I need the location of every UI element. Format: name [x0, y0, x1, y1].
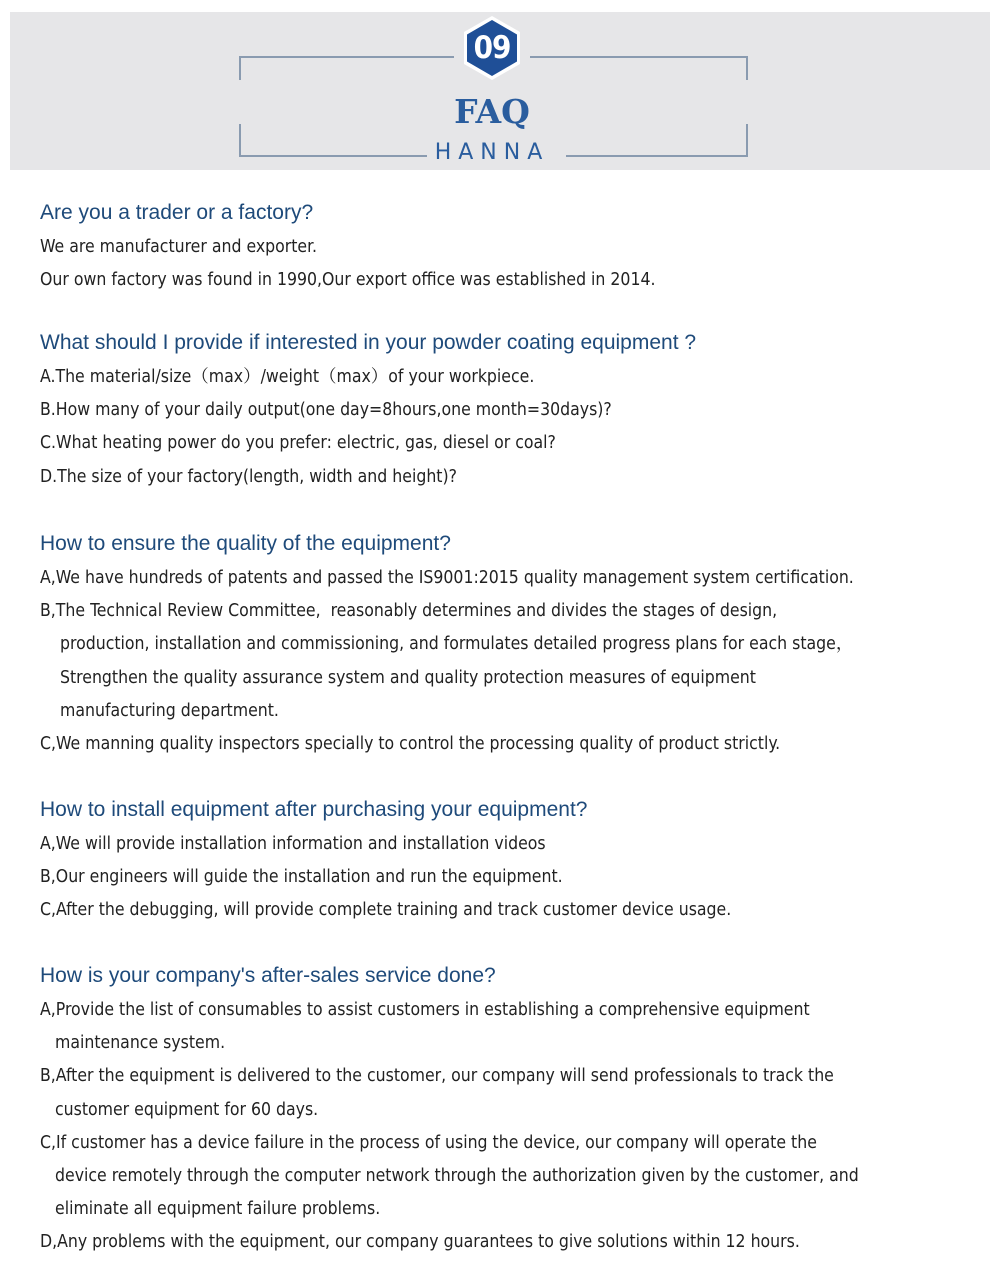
faq-question: What should I provide if interested in your powder coating equipment ? [40, 331, 697, 354]
brand-name: HANNA [434, 140, 550, 165]
faq-question: Are you a trader or a factory? [40, 201, 314, 224]
faq-answer: B,The Technical Review Committee, reasonably determines and divides the stages of design, production, installation and commissioning, and formulates detailed progress plans for each stage， Strengthen the quality assurance system and quality protection measures of equipment manufacturing department. [40, 601, 854, 721]
faq-item-installation [40, 792, 731, 928]
page-title: FAQ [454, 92, 530, 131]
faq-answer: We are manufacturer and exporter. [40, 237, 317, 257]
faq-item-quality [40, 526, 854, 761]
frame-bottom-right-line [566, 155, 748, 157]
faq-answer: C,If customer has a device failure in the process of using the device, our company will operate the device remotely through the computer network through the authorization given by the customer, and eliminate all equipment failure problems. [40, 1132, 859, 1220]
faq-answer: Our own factory was found in 1990,Our export office was established in 2014. [40, 270, 656, 291]
faq-item-trader-or-factory [40, 195, 655, 297]
faq-answer: B,After the equipment is delivered to the customer, our company will send professionals to track the customer equipment for 60 days. [40, 1066, 834, 1120]
frame-top-left-line [239, 56, 454, 58]
faq-answer: C.What heating power do you prefer: electric, gas, diesel or coal? [40, 433, 556, 454]
faq-answer: B,Our engineers will guide the installation and run the equipment. [40, 867, 563, 888]
section-number: 09 [473, 30, 511, 66]
faq-question: How is your company's after-sales service done? [40, 964, 496, 987]
faq-item-after-sales [40, 958, 859, 1260]
faq-answer: A,We will provide installation information and installation videos [40, 834, 546, 854]
faq-answer: A.The material/size（max）/weight（max）of your workpiece. [40, 367, 535, 387]
frame-right-top-tick [746, 56, 748, 80]
faq-answer: A,We have hundreds of patents and passed the IS9001:2015 quality management system certification. [40, 568, 854, 588]
faq-answer: A,Provide the list of consumables to assist customers in establishing a comprehensive equipment maintenance system. [40, 1000, 810, 1054]
frame-top-right-line [530, 56, 748, 58]
faq-answer: D.The size of your factory(length, width and height)? [40, 466, 457, 487]
faq-answer: C,We manning quality inspectors specially to control the processing quality of product strictly. [40, 734, 781, 755]
faq-answer: D,Any problems with the equipment, our company guarantees to give solutions within 12 hours. [40, 1232, 800, 1253]
frame-right-bottom-tick [746, 124, 748, 156]
faq-answer: B.How many of your daily output(one day=8hours,one month=30days)? [40, 400, 612, 421]
faq-answer: C,After the debugging, will provide complete training and track customer device usage. [40, 900, 732, 921]
frame-left-top-tick [239, 56, 241, 80]
frame-left-bottom-tick [239, 124, 241, 156]
faq-question: How to ensure the quality of the equipment? [40, 532, 451, 555]
faq-item-what-to-provide [40, 325, 696, 494]
faq-question: How to install equipment after purchasing your equipment? [40, 798, 588, 821]
